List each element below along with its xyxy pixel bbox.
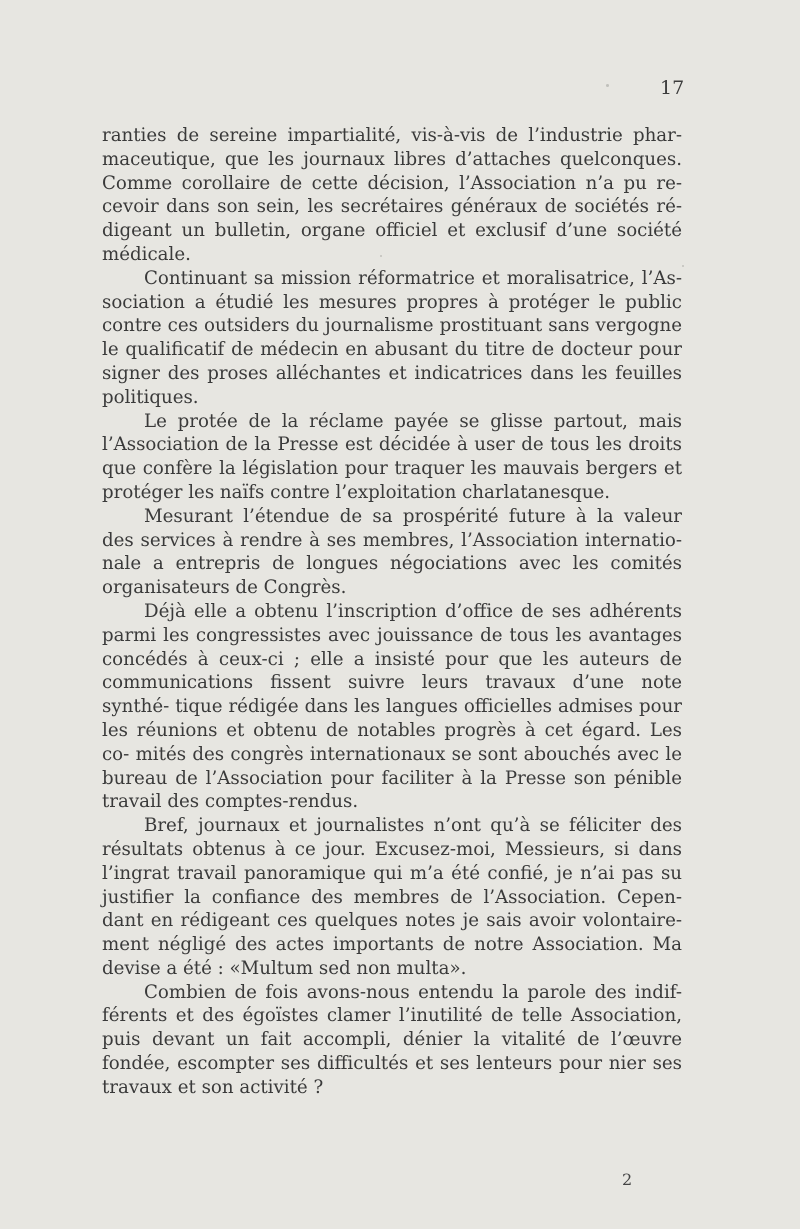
paragraph-1: ranties de sereine impartialité, vis-à-vis de l’industrie phar- maceutique, que les journaux libres d’attaches quelconques. Comme corollaire de cette décision, l’Association n’a pu re- cevoir dans son sein, les secrétaires généraux de sociétés ré- digeant un bulletin, organe officiel et exclusif d’une société médicale.	[102, 125, 682, 265]
page-number: 17	[660, 77, 685, 99]
paragraph-6: Bref, journaux et journalistes n’ont qu’à se féliciter des résultats obtenus à ce jour. Excusez-moi, Messieurs, si dans l’ingrat travail panoramique qui m’a été confié, je n’ai pas su justifier la confiance des membres de l’Association. Cepen- dant en rédigeant ces quelques notes je sais avoir volontaire- ment négligé des actes importants de notre Association. Ma devise a été : «Multum sed non multa».	[102, 815, 682, 979]
paper-speck	[682, 265, 684, 267]
paragraph-7: Combien de fois avons-nous entendu la parole des indif- férents et des égoïstes clamer l’inutilité de telle Association, puis devant un fait accompli, dénier la vitalité de l’œuvre fondée, escompter ses difficultés et ses lenteurs pour nier ses travaux et son activité ?	[102, 981, 682, 1098]
paper-speck	[606, 84, 609, 87]
paragraph-5: Déjà elle a obtenu l’inscription d’office de ses adhérents parmi les congressistes avec jouissance de tous les avantages concédés à ceux-ci ; elle a insisté pour que les auteurs de communications fissent suivre leurs travaux d’une note synthé- tique rédigée dans les langues officielles admises pour les réunions et obtenu de notables progrès à cet égard. Les co- mités des congrès internationaux se sont abouchés avec le bureau de l’Association pour faciliter à la Presse son pénible travail des comptes-rendus.	[102, 600, 682, 813]
paper-speck	[380, 255, 382, 257]
paragraph-2: Continuant sa mission réformatrice et moralisatrice, l’As- sociation a étudié les mesures propres à protéger le public contre ces outsiders du journalisme prostituant sans vergogne le qualificatif de médecin en abusant du titre de docteur pour signer des proses alléchantes et indicatrices dans les feuilles politiques.	[102, 267, 682, 408]
paragraph-3: Le protée de la réclame payée se glisse partout, mais l’Association de la Presse est décidée à user de tous les droits que confère la législation pour traquer les mauvais bergers et protéger les naïfs contre l’exploitation charlatanesque.	[102, 410, 682, 503]
body-text	[102, 124, 682, 1100]
paragraph-4: Mesurant l’étendue de sa prospérité future à la valeur des services à rendre à ses membres, l’Association internatio- nale a entrepris de longues négociations avec les comités organisateurs de Congrès.	[102, 505, 682, 599]
signature-mark: 2	[622, 1170, 633, 1189]
